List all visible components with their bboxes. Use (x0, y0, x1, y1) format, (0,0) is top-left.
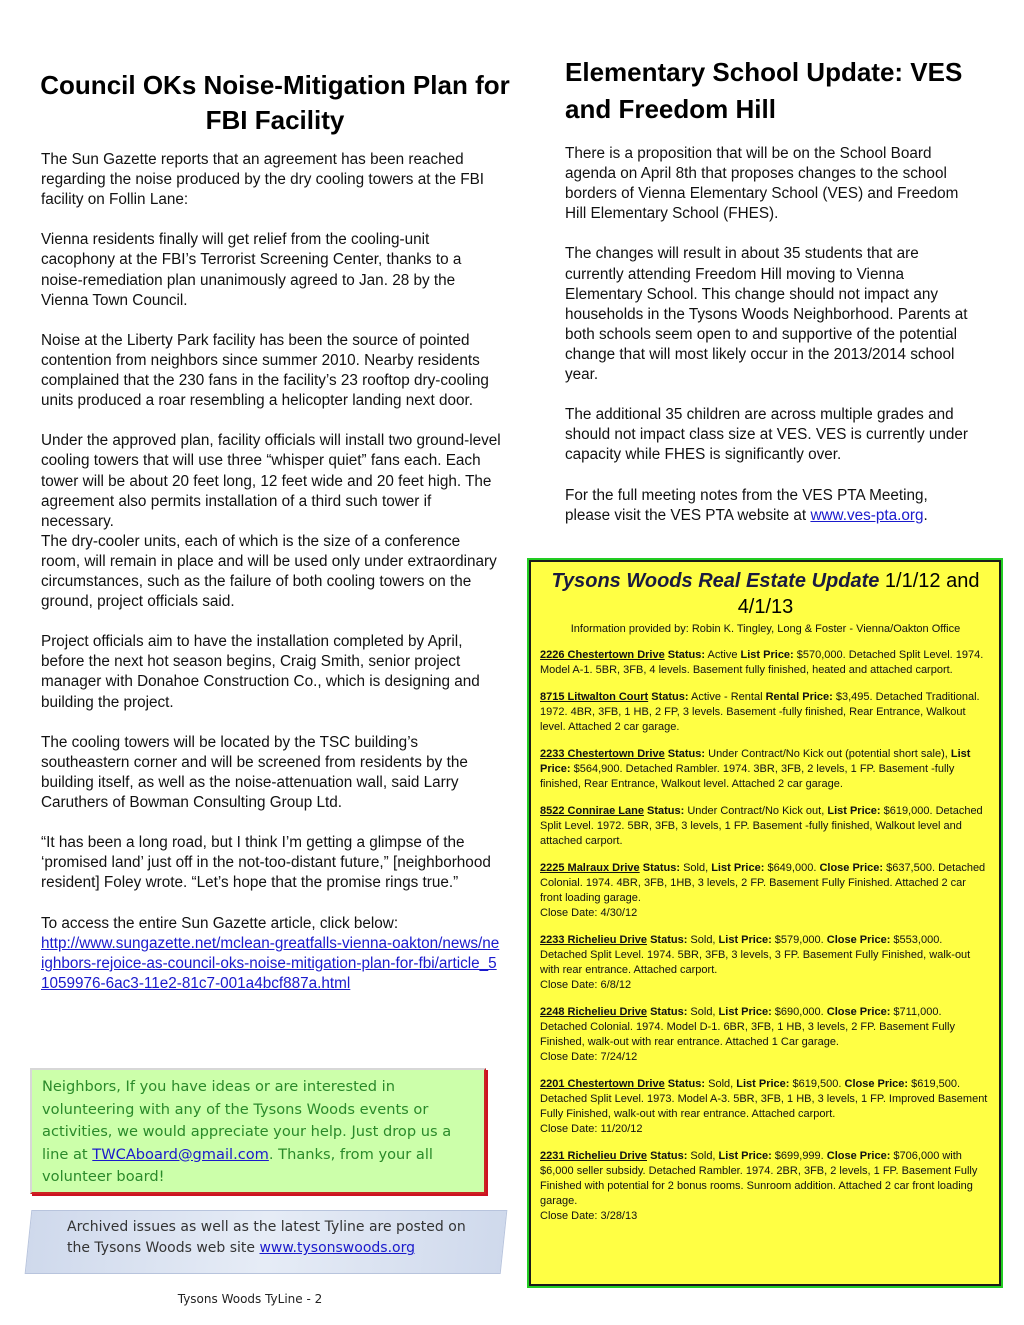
listing-status-label: Status: (647, 1006, 688, 1018)
right-last-text: For the full meeting notes from the VES PTA Meeting, please visit the VES PTA website at (565, 486, 928, 524)
listing-close-price: $553,000. (890, 934, 943, 946)
listing-address: 2233 Richelieu Drive (540, 934, 648, 946)
listing-price: $619,500. (789, 1078, 842, 1090)
callout-text-before: Neighbors, If you have ideas or are interested in volunteering with any of the Tysons Woods events or activities, we would appreciate your help. Just drop us a line at (42, 1078, 452, 1163)
listing-status: Sold, (687, 934, 719, 946)
listing-price-label: List Price: (827, 805, 881, 817)
real-estate-title-bold: Tysons Woods Real Estate Update (551, 570, 880, 592)
listing-details: Detached Colonial. 1974. Model D-1. 6BR, 3FB, 1 HB, 3 levels, 2 FP. Basement Fully Finished, walk-out with rear entrance. Attached 1 Car garage. (540, 1021, 955, 1048)
board-email-link[interactable]: TWCAboard@gmail.com (92, 1145, 269, 1163)
listing-close-price-label: Close Price: (823, 934, 891, 946)
listing-close-date: Close Date: 7/24/12 (540, 1051, 638, 1063)
listing-price: $570,000. (793, 649, 846, 661)
left-paragraph: Project officials aim to have the installation completed by April, before the next hot season begins, Craig Smith, senior project manager with Donahoe Construction Co., which is designing and building the project. (41, 633, 480, 711)
callout-text-after: . Thanks, from your all volunteer board! (42, 1145, 433, 1185)
listing-address: 2226 Chestertown Drive (540, 649, 665, 661)
listing-price-label: List Price: (736, 1078, 790, 1090)
listing-status-label: Status: (647, 934, 688, 946)
right-article-title: Elementary School Update: VES and Freedom Hill (565, 57, 963, 124)
left-article-title: Council OKs Noise-Mitigation Plan for FBI Facility (40, 70, 510, 135)
listing-status-label: Status: (647, 1150, 688, 1162)
right-paragraph: The changes will result in about 35 students that are currently attending Freedom Hill moving to Vienna Elementary School. This change should not impact any households in the Tysons Woods Neighborhood. Parents at both schools seem open to and supportive of the potential change that will most likely occur in the 2013/2014 school year. (565, 245, 968, 384)
right-last-end: . (923, 506, 928, 524)
listing-price: $649,000. (764, 862, 817, 874)
listing-address: 2233 Chestertown Drive (540, 748, 665, 760)
listing-address: 2248 Richelieu Drive (540, 1006, 648, 1018)
right-paragraph: The additional 35 children are across multiple grades and should not impact class size at VES. VES is currently under capacity while FHES is significantly over. (565, 406, 968, 464)
listing-status-label: Status: (664, 748, 706, 760)
listing-item (540, 804, 991, 849)
volunteer-callout (30, 1068, 486, 1194)
listing-details: Detached Traditional. 1972. 4BR, 3FB, 1 HB, 2 FP, 3 levels. Basement -fully finished, Rear Entrance, Walkout level. Attached 2 car garage. (540, 691, 980, 733)
left-paragraph: Vienna residents finally will get relief from the cooling-unit cacophony at the FBI’s Terrorist Screening Center, thanks to a noise-remediation plan unanimously agreed to Jan. 28 by the Vienna Town Council. (41, 231, 462, 309)
listing-close-price-label: Close Price: (823, 1150, 891, 1162)
left-paragraph: The cooling towers will be located by the TSC building’s southeastern corner and will be screened from residents by the building itself, as well as the noise-attenuation wall, said Larry Caruthers of Bowman Consulting Group Ltd. (41, 733, 468, 811)
listing-status: Under Contract/No Kick out (potential short sale), (705, 748, 951, 760)
archive-text: Archived issues as well as the latest Tyline are posted on the Tysons Woods web site (67, 1219, 466, 1256)
real-estate-title-dates: 1/1/12 and 4/1/13 (737, 570, 980, 618)
listing-address: 2201 Chestertown Drive (540, 1078, 665, 1090)
ves-pta-link[interactable]: www.ves-pta.org (810, 506, 924, 524)
listing-status: Under Contract/No Kick out, (684, 805, 828, 817)
listing-price: $564,900. (570, 763, 623, 775)
listing-price-label: List Price: (718, 934, 772, 946)
real-estate-title (540, 568, 991, 620)
listing-close-date: Close Date: 11/20/12 (540, 1123, 643, 1135)
left-paragraph: The Sun Gazette reports that an agreement has been reached regarding the noise produced by the dry cooling towers at the FBI facility on Follin Lane: (41, 151, 485, 209)
tysonswoods-site-link[interactable]: www.tysonswoods.org (259, 1240, 415, 1256)
listing-status: Sold, (680, 862, 712, 874)
listing-price-label: List Price: (711, 862, 765, 874)
listing-item (540, 1077, 991, 1137)
listing-close-price: $711,000. (890, 1006, 942, 1018)
archive-banner-text (67, 1217, 487, 1259)
listing-price-label: List Price: (540, 748, 971, 775)
right-paragraph: There is a proposition that will be on the School Board agenda on April 8th that proposes changes to the school borders of Vienna Elementary School (VES) and Freedom Hill Elementary School (FHES). (565, 145, 959, 223)
sun-gazette-article-link[interactable]: http://www.sungazette.net/mclean-greatfalls-vienna-oakton/news/neighbors-rejoice-as-council-oks-noise-mitigation-plan-for-fbi/article_51059976-6ac3-11e2-81c7-001a4bcf887a.html (41, 934, 500, 992)
listing-details: $706,000 with $6,000 seller subsidy. Detached Rambler. 1974. 2BR, 3FB, 2 levels, 1 FP. Basement Fully Finished with potential for 2 bonus rooms. Sunroom addition. Attached 2 car front loading garage. (540, 1150, 978, 1207)
listing-details: Detached Split Level. 1973. Model A-3. 5BR, 3FB, 1 HB, 3 levels, 1 FP. Improved Basement Fully Finished, walk-out with rear entrance. Attached carport. (540, 1093, 988, 1120)
listing-address: 8715 Litwalton Court (540, 691, 649, 703)
listing-close-price-label: Close Price: (841, 1078, 909, 1090)
listing-price-label: List Price: (740, 649, 794, 661)
listing-status-label: Status: (664, 1078, 706, 1090)
listing-details: Detached Split Level. 1972. 5BR, 3FB, 3 levels, 1 FP. Basement -fully finished, Walkout level and attached carport. (540, 805, 983, 847)
listing-status: Active - Rental (688, 691, 766, 703)
real-estate-update-box (529, 560, 1001, 1286)
right-article-body (565, 144, 975, 526)
listing-close-price-label: Close Price: (823, 1006, 891, 1018)
listing-item (540, 648, 991, 678)
listing-address: 2231 Richelieu Drive (540, 1150, 648, 1162)
listing-details: Detached Split Level. 1974. 5BR, 3FB, 3 levels, 3 FP. Basement Fully Finished, walk-out with rear entrance. Attached carport. (540, 949, 971, 976)
listing-details: Detached Colonial. 1974. 4BR, 3FB, 1HB, 3 levels, 2 FP. Basement Fully Finished. Attached 2 car front loading garage. (540, 862, 986, 904)
volunteer-callout-text (42, 1076, 476, 1189)
listing-status: Sold, (705, 1078, 737, 1090)
listing-item (540, 1005, 991, 1065)
left-paragraph: The dry-cooler units, each of which is the size of a conference room, will remain in place and will be used only under extraordinary circumstances, such as the failure of both cooling towers on the ground, project officials said. (41, 532, 497, 611)
listing-price-label: Rental Price: (765, 691, 833, 703)
listing-price-label: List Price: (718, 1150, 772, 1162)
listing-status: Active (705, 649, 741, 661)
listing-status-label: Status: (643, 805, 685, 817)
listing-price: $690,000. (771, 1006, 824, 1018)
right-paragraph (565, 486, 975, 526)
left-paragraph: To access the entire Sun Gazette article, click below: (41, 914, 399, 932)
listing-price: $699,999. (771, 1150, 824, 1162)
listing-close-date: Close Date: 4/30/12 (540, 907, 638, 919)
listing-close-price-label: Close Price: (816, 862, 884, 874)
listing-status-label: Status: (639, 862, 681, 874)
real-estate-source: Information provided by: Robin K. Tingley, Long & Foster - Vienna/Oakton Office (570, 623, 961, 635)
listing-item (540, 1149, 991, 1224)
listing-price: $579,000. (771, 934, 824, 946)
page-footer: Tysons Woods TyLine - 2 (177, 1292, 323, 1306)
listing-price-label: List Price: (718, 1006, 772, 1018)
listing-status: Sold, (687, 1006, 719, 1018)
listing-item (540, 861, 991, 921)
listing-item (540, 747, 991, 792)
left-paragraph: Noise at the Liberty Park facility has been the source of pointed contention from neighbors since summer 2010. Nearby residents complained that the 230 fans in the facility’s 23 rooftop dry-cooling units produced a roar resembling a helicopter landing next door. (41, 331, 489, 410)
left-paragraph: Under the approved plan, facility officials will install two ground-level cooling towers that will use three “whisper quiet” fans each. Each tower will be about 20 feet long, 12 feet wide and 20 feet high. The agreement also permits installation of a third such tower if necessary. (41, 432, 501, 530)
listing-close-date: Close Date: 3/28/13 (540, 1210, 638, 1222)
listing-details: Detached Split Level. 1974. Model A-1. 5BR, 3FB, 4 levels. Basement fully finished, heated and attached carport. (540, 649, 984, 676)
listing-list (540, 648, 991, 1224)
listing-details: Detached Rambler. 1974. 3BR, 3FB, 2 levels, 1 FP. Basement -fully finished, Rear Entrance, Walkout level. Attached 2 car garage. (540, 763, 955, 790)
listing-status: Sold, (687, 1150, 719, 1162)
listing-price: $3,495. (832, 691, 873, 703)
left-paragraph: “It has been a long road, but I think I’m getting a glimpse of the ‘promised land’ just off in the not-too-distant future,” [neighborhood resident] Foley wrote. “Let’s hope that the promise rings true.” (41, 834, 491, 892)
listing-close-date: Close Date: 6/8/12 (540, 979, 632, 991)
listing-item (540, 933, 991, 993)
listing-close-price: $637,500. (883, 862, 936, 874)
left-article-body (41, 150, 501, 994)
listing-status-label: Status: (648, 691, 689, 703)
listing-address: 8522 Connirae Lane (540, 805, 644, 817)
listing-price: $619,000. (880, 805, 933, 817)
listing-close-price: $619,500. (908, 1078, 961, 1090)
listing-address: 2225 Malraux Drive (540, 862, 640, 874)
listing-status-label: Status: (664, 649, 706, 661)
listing-item (540, 690, 991, 735)
